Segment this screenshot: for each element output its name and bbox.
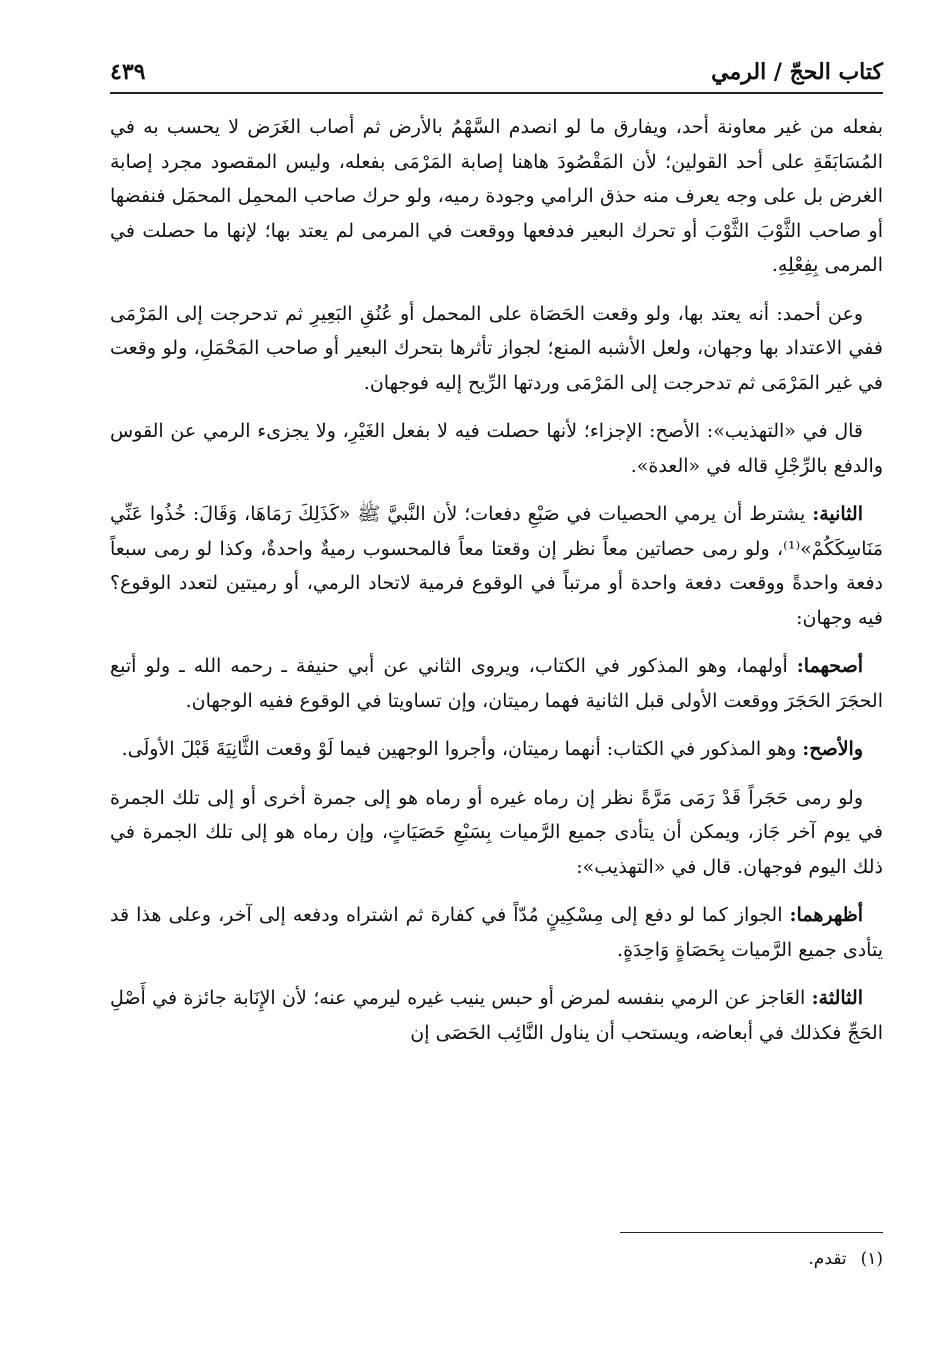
paragraph <box>110 732 883 767</box>
paragraph-text: ولو رمى حَجَراً قَدْ رَمَى مَرَّةً نظر إن رماه غيره أو رماه هو إلى جمرة أخرى أو إلى تلك الجمرة في يوم آخر جَاز، ويمكن أن يتأدى جميع الرَّميات بِسَبْعِ حَصَيَاتٍ، وإن رماه هو إلى تلك الجمرة في ذلك اليوم فوجهان. قال في «التهذيب»: <box>110 786 883 878</box>
paragraph <box>110 110 883 283</box>
footnote-rule <box>620 1232 883 1233</box>
paragraph-text: وهو المذكور في الكتاب: أنهما رميتان، وأجروا الوجهين فيما لَوْ وقعت الثَّانِيَةَ قَبْلَ الأولَى. <box>121 738 803 760</box>
paragraph <box>110 981 883 1050</box>
footnote <box>110 1246 883 1276</box>
header-rule <box>110 92 883 94</box>
paragraph-lead: أظهرهما: <box>789 904 863 926</box>
paragraph-text: قال في «التهذيب»: الأصح: الإجزاء؛ لأنها حصلت فيه لا بفعل الغَيْرِ، ولا يجزىء الرمي عن القوس والدفع بالرِّجْلِ قاله في «العدة». <box>110 420 883 477</box>
main-text <box>110 110 883 1200</box>
paragraph <box>110 297 883 401</box>
paragraph-text: الجواز كما لو دفع إلى مِسْكِينٍ مُدّاً في كفارة ثم اشتراه ودفعه إلى آخر، وعلى هذا قد يتأدى جميع الرَّميات بِحَصَاةٍ وَاحِدَةٍ. <box>110 904 883 961</box>
paragraph-text: العَاجز عن الرمي بنفسه لمرض أو حبس ينيب غيره ليرمي عنه؛ لأن الإِنَابة جائزة في أَصْلِ الحَجِّ فكذلك في أبعاضه، ويستحب أن يناول النَّائِب الحَصَى إن <box>110 987 883 1044</box>
paragraph <box>110 649 883 718</box>
page-number: ٤٣٩ <box>110 59 146 85</box>
paragraph-text: أولهما، وهو المذكور في الكتاب، ويروى الثاني عن أبي حنيفة ـ رحمه الله ـ ولو أتبع الحجَرَ الحَجَرَ ووقعت الأولى قبل الثانية فهما رميتان، وإن تساويتا في الوقوع ففيه الوجهان. <box>110 655 883 712</box>
paragraph-text: يشترط أن يرمي الحصيات في صَبْعِ دفعات؛ لأن النَّبيَّ ﷺ «كَذَلِكَ رَمَاهَا، وَقَالَ: خُذُوا عَنِّي مَنَاسِكَكُمْ»⁽¹⁾، ولو رمى حصاتين معاً نظر إن وقعتا معاً فالمحسوب رميةٌ واحدةٌ، وكذا لو رمى سبعاً دفعة واحدةً ووقعت دفعة واحدة أو مرتباً في الوقوع فرمية لاتحاد الرمي، أو رميتين لتعدد الوقوع؟ فيه وجهان: <box>110 503 883 629</box>
paragraph-lead: الثانية: <box>812 503 863 525</box>
chapter-title: كتاب الحجّ / الرمي <box>711 59 883 85</box>
footnote-number: (١) <box>860 1249 883 1269</box>
paragraph-text: وعن أحمد: أنه يعتد بها، ولو وقعت الحَصَاة على المحمل أو عُنُقِ البَعِيرِ ثم تدحرجت إلى المَرْمَى ففي الاعتداد بها وجهان، ولعل الأشبه المنع؛ لجواز تأثرها بتحرك البعير أو صاحب المَحْمَلِ، ولو وقعت في غير المَرْمَى ثم تدحرجت إلى المَرْمَى وردتها الرِّيح إليه فوجهان. <box>110 302 883 394</box>
paragraph-text: بفعله من غير معاونة أحد، ويفارق ما لو انصدم السَّهْمُ بالأرض ثم أصاب الغَرَض لا يحسب به في المُسَابَقَةِ على أحد القولين؛ لأن المَقْصُودَ هاهنا إصابة المَرْمَى بفعله، وليس المقصود مجرد إصابة الغرض بل على وجه يعرف منه حذق الرامي وجودة رميه، ولو حرك صاحب المحمِل المحمَل فنفضها أو صاحب الثَّوْبَ الثَّوْبَ أو تحرك البعير فدفعها ووقعت في المرمى لم يعتد بها؛ لإنها ما حصلت في المرمى بِفِعْلِهِ. <box>110 116 883 276</box>
paragraph <box>110 497 883 635</box>
footnote-text: تقدم. <box>808 1249 847 1269</box>
paragraph-lead: والأصح: <box>802 738 863 760</box>
paragraph <box>110 414 883 483</box>
paragraph <box>110 781 883 885</box>
paragraph-lead: الثالثة: <box>811 987 863 1009</box>
running-head <box>110 52 883 92</box>
paragraph-lead: أصحهما: <box>796 655 863 677</box>
paragraph <box>110 898 883 967</box>
